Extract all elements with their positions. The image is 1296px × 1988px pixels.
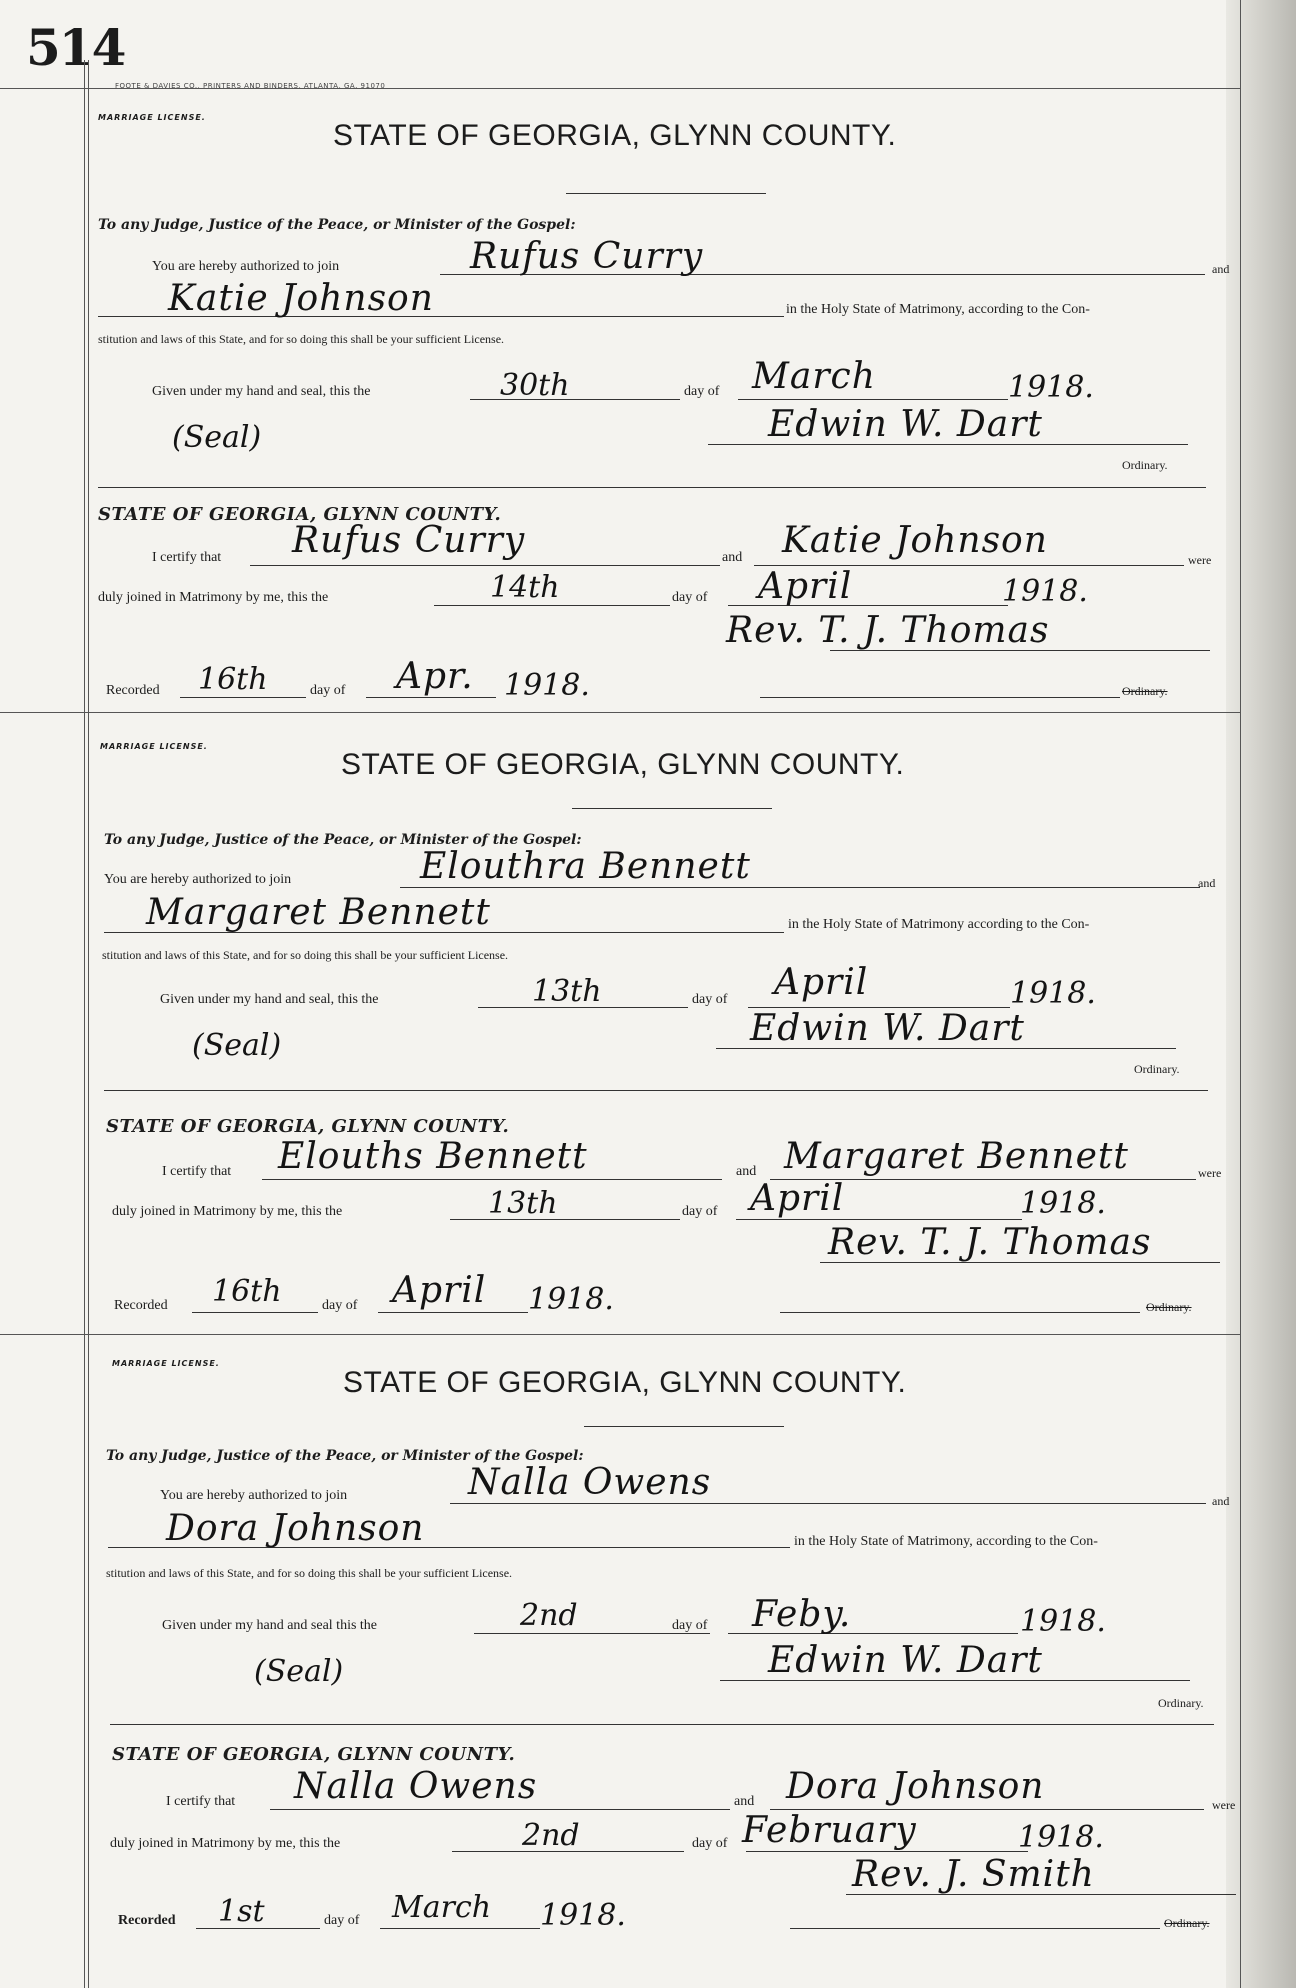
certify-text: I certify that <box>162 1164 232 1179</box>
and-text: and <box>1212 1494 1230 1508</box>
groom-name: Nalla Owens <box>468 1462 712 1503</box>
official-signature: Edwin W. Dart <box>768 404 1043 445</box>
rec-day-of-text: day of <box>324 1913 360 1928</box>
cert-day-line <box>434 605 670 606</box>
license-address: To any Judge, Justice of the Peace, or Minister of the Gospel: <box>106 1448 584 1464</box>
cert-month: February <box>742 1810 917 1851</box>
official-signature: Edwin W. Dart <box>750 1008 1025 1049</box>
cert-and-text: and <box>736 1164 757 1179</box>
recorded-text: Recorded <box>118 1913 176 1928</box>
cert-and-text: and <box>734 1794 755 1809</box>
cert-groom-line <box>270 1809 730 1810</box>
rec-ordinary-text: Ordinary. <box>1122 684 1168 698</box>
ordinary-text: Ordinary. <box>1158 1696 1204 1710</box>
right-margin-rule <box>1240 0 1241 1988</box>
given-year: 1918. <box>1020 1604 1106 1639</box>
seal-mark: (Seal) <box>254 1654 344 1689</box>
rec-ordinary-text: Ordinary. <box>1164 1916 1210 1930</box>
cert-year: 1918. <box>1018 1820 1104 1855</box>
license-heading: STATE OF GEORGIA, GLYNN COUNTY. <box>343 1366 907 1399</box>
given-text: Given under my hand and seal, this the <box>152 384 371 399</box>
certificate-heading: STATE OF GEORGIA, GLYNN COUNTY. <box>98 504 502 525</box>
rec-day: 1st <box>218 1894 265 1929</box>
holy-state-text: in the Holy State of Matrimony, according to the Con- <box>786 302 1090 317</box>
rec-day-of-text: day of <box>310 683 346 698</box>
cert-groom-name: Rufus Curry <box>292 520 526 561</box>
cert-year: 1918. <box>1002 574 1088 609</box>
rec-day: 16th <box>198 662 268 697</box>
duly-joined-text: duly joined in Matrimony by me, this the <box>110 1836 341 1851</box>
license-address: To any Judge, Justice of the Peace, or Minister of the Gospel: <box>104 832 582 848</box>
day-of-text: day of <box>692 992 728 1007</box>
rec-ordinary-line <box>760 697 1120 698</box>
rec-year: 1918. <box>540 1898 626 1933</box>
official-signature: Edwin W. Dart <box>768 1640 1043 1681</box>
authorized-text: You are hereby authorized to join <box>160 1488 348 1503</box>
rec-month-line <box>378 1312 528 1313</box>
cert-day-of-text: day of <box>692 1836 728 1851</box>
cert-day: 13th <box>488 1186 558 1221</box>
cert-day-line <box>450 1219 680 1220</box>
given-month: Feby. <box>752 1594 852 1635</box>
day-of-text: day of <box>672 1618 708 1633</box>
cert-groom-name: Elouths Bennett <box>278 1136 588 1177</box>
form-label: MARRIAGE LICENSE. <box>112 1359 220 1368</box>
rec-day: 16th <box>212 1274 282 1309</box>
top-rule <box>0 88 1240 89</box>
left-margin-rule-inner <box>88 60 89 1988</box>
recorded-text: Recorded <box>114 1298 168 1313</box>
rec-year: 1918. <box>528 1282 614 1317</box>
section-rule <box>104 1090 1208 1091</box>
rec-month: April <box>392 1270 487 1311</box>
given-day: 2nd <box>520 1598 578 1633</box>
constitution-text: stitution and laws of this State, and for so doing this shall be your sufficient License. <box>102 948 509 962</box>
left-margin-rule <box>84 60 85 1988</box>
and-text: and <box>1198 876 1216 890</box>
rec-month: March <box>392 1890 492 1925</box>
form-label: MARRIAGE LICENSE. <box>98 113 206 122</box>
rec-day-line <box>180 697 306 698</box>
form-label: MARRIAGE LICENSE. <box>100 742 208 751</box>
page-number: 514 <box>26 18 125 77</box>
duly-joined-text: duly joined in Matrimony by me, this the <box>98 590 329 605</box>
groom-line <box>400 887 1200 888</box>
section-rule <box>110 1724 1214 1725</box>
bride-name: Margaret Bennett <box>146 892 491 933</box>
authorized-text: You are hereby authorized to join <box>152 259 340 274</box>
cert-day: 2nd <box>522 1818 580 1853</box>
groom-name: Elouthra Bennett <box>420 846 751 887</box>
holy-state-text: in the Holy State of Matrimony, according to the Con- <box>794 1534 1098 1549</box>
ordinary-text: Ordinary. <box>1134 1062 1180 1076</box>
given-day: 13th <box>532 974 602 1009</box>
given-day: 30th <box>500 368 570 403</box>
rec-month: Apr. <box>396 656 474 697</box>
given-month: April <box>774 962 869 1003</box>
cert-and-text: and <box>722 550 743 565</box>
cert-month-line <box>746 1851 1028 1852</box>
groom-name: Rufus Curry <box>470 236 704 277</box>
license-address: To any Judge, Justice of the Peace, or Minister of the Gospel: <box>98 217 576 233</box>
given-year: 1918. <box>1008 370 1094 405</box>
rec-month-line <box>380 1928 540 1929</box>
cert-day: 14th <box>490 570 560 605</box>
section-rule <box>98 487 1206 488</box>
were-text: were <box>1212 1798 1236 1812</box>
given-text: Given under my hand and seal, this the <box>160 992 379 1007</box>
cert-bride-name: Margaret Bennett <box>784 1136 1129 1177</box>
cert-month: April <box>758 566 853 607</box>
cert-bride-name: Katie Johnson <box>782 520 1048 561</box>
cert-groom-name: Nalla Owens <box>294 1766 538 1807</box>
cert-month: April <box>750 1178 845 1219</box>
heading-rule <box>584 1426 784 1427</box>
groom-line <box>450 1503 1206 1504</box>
constitution-text: stitution and laws of this State, and for so doing this shall be your sufficient License. <box>106 1566 513 1580</box>
rec-year: 1918. <box>504 668 590 703</box>
given-month: March <box>752 356 876 397</box>
certificate-heading: STATE OF GEORGIA, GLYNN COUNTY. <box>112 1744 516 1765</box>
license-heading: STATE OF GEORGIA, GLYNN COUNTY. <box>341 748 905 781</box>
heading-rule <box>566 193 766 194</box>
authorized-text: You are hereby authorized to join <box>104 872 292 887</box>
seal-mark: (Seal) <box>172 420 262 455</box>
given-text: Given under my hand and seal this the <box>162 1618 378 1633</box>
rec-month-line <box>366 697 496 698</box>
cert-day-of-text: day of <box>682 1204 718 1219</box>
minister-signature: Rev. J. Smith <box>852 1854 1095 1895</box>
seal-mark: (Seal) <box>192 1028 282 1063</box>
bride-name: Dora Johnson <box>166 1508 425 1549</box>
day-of-text: day of <box>684 384 720 399</box>
book-binding <box>1226 0 1296 1988</box>
cert-year: 1918. <box>1020 1186 1106 1221</box>
rec-day-of-text: day of <box>322 1298 358 1313</box>
rec-ordinary-line <box>790 1928 1160 1929</box>
heading-rule <box>572 808 772 809</box>
holy-state-text: in the Holy State of Matrimony according to the Con- <box>788 917 1090 932</box>
constitution-text: stitution and laws of this State, and for so doing this shall be your sufficient License. <box>98 332 505 346</box>
recorded-text: Recorded <box>106 683 160 698</box>
were-text: were <box>1188 553 1212 567</box>
bride-name: Katie Johnson <box>168 278 434 319</box>
record-divider <box>0 712 1240 713</box>
cert-month-line <box>736 1219 1022 1220</box>
cert-groom-line <box>262 1179 722 1180</box>
rec-day-line <box>192 1312 318 1313</box>
cert-bride-name: Dora Johnson <box>786 1766 1045 1807</box>
given-year: 1918. <box>1010 976 1096 1011</box>
minister-signature: Rev. T. J. Thomas <box>828 1222 1152 1263</box>
rec-ordinary-line <box>780 1312 1140 1313</box>
license-heading: STATE OF GEORGIA, GLYNN COUNTY. <box>333 119 897 152</box>
duly-joined-text: duly joined in Matrimony by me, this the <box>112 1204 343 1219</box>
certificate-heading: STATE OF GEORGIA, GLYNN COUNTY. <box>106 1116 510 1137</box>
printer-imprint: FOOTE & DAVIES CO., PRINTERS AND BINDERS, ATLANTA, GA. 91070 <box>115 82 386 90</box>
ordinary-text: Ordinary. <box>1122 458 1168 472</box>
rec-ordinary-text: Ordinary. <box>1146 1300 1192 1314</box>
were-text: were <box>1198 1166 1222 1180</box>
certify-text: I certify that <box>166 1794 236 1809</box>
cert-groom-line <box>250 565 720 566</box>
record-divider <box>0 1334 1240 1335</box>
cert-day-of-text: day of <box>672 590 708 605</box>
certify-text: I certify that <box>152 550 222 565</box>
and-text: and <box>1212 262 1230 276</box>
minister-signature: Rev. T. J. Thomas <box>726 610 1050 651</box>
given-month-line <box>738 399 1008 400</box>
